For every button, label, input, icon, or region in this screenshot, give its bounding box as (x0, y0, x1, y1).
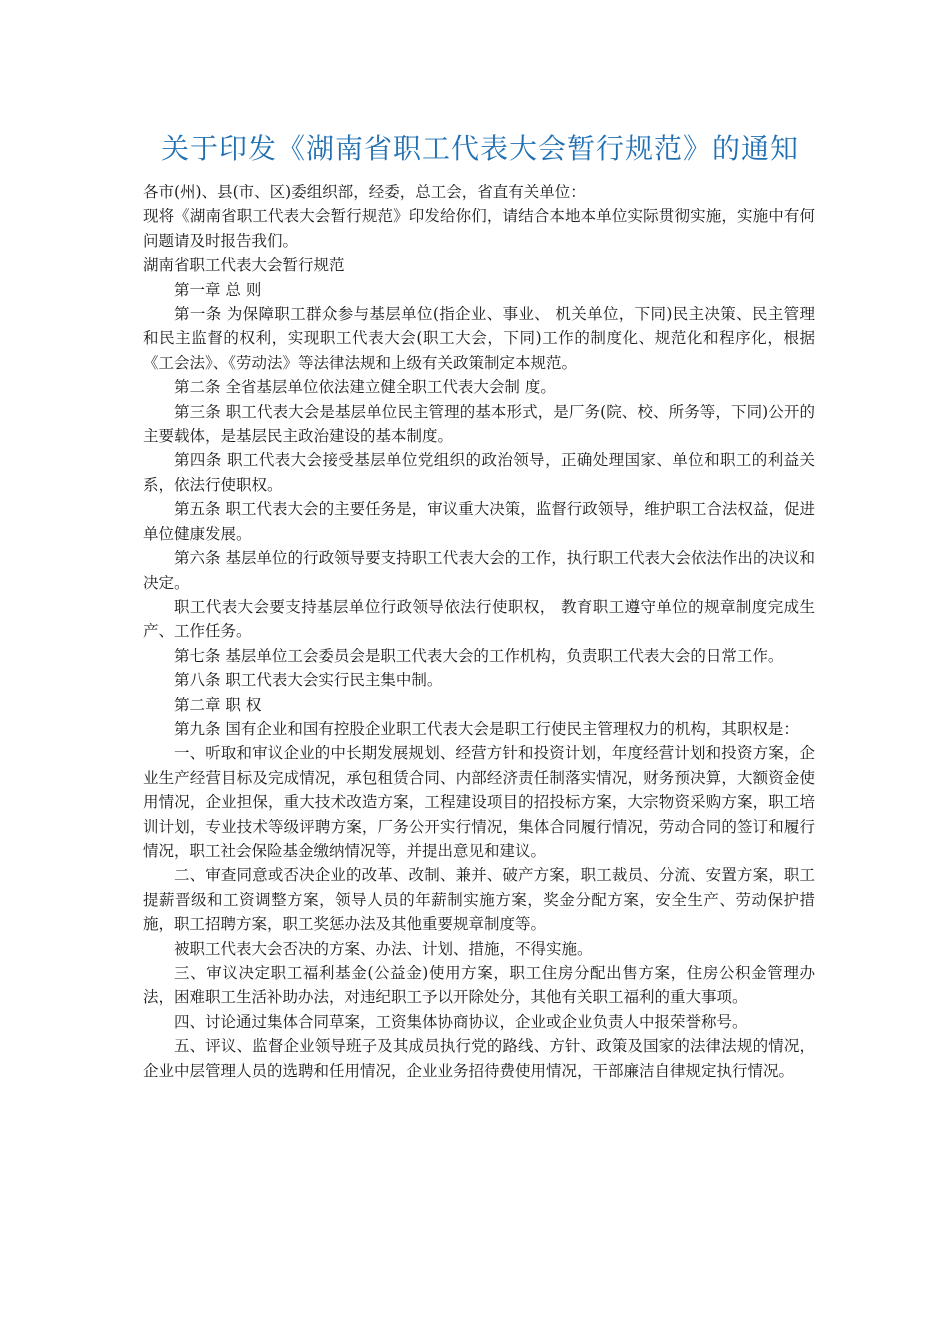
document-paragraph: 五、评议、监督企业领导班子及其成员执行党的路线、方针、政策及国家的法律法规的情况，企业中层管理人员的选聘和任用情况，企业业务招待费使用情况，干部廉洁自律规定执行情况。 (143, 1037, 815, 1080)
document-paragraph: 第六条 基层单位的行政领导要支持职工代表大会的工作，执行职工代表大会依法作出的决议和决定。 (143, 549, 815, 592)
document-paragraph: 四、讨论通过集体合同草案，工资集体协商协议，企业或企业负责人中报荣誉称号。 (174, 1012, 748, 1031)
document-paragraph: 第三条 职工代表大会是基层单位民主管理的基本形式，是厂务(院、校、所务等，下同)公开的主要载体，是基层民主政治建设的基本制度。 (143, 402, 815, 446)
document-paragraph: 各市(州)、县(市、区)委组织部，经委，总工会，省直有关单位： (143, 183, 586, 201)
document-paragraph: 一、听取和审议企业的中长期发展规划、经营方针和投资计划，年度经营计划和投资方案，企业生产经营目标及完成情况，承包租赁合同、内部经济责任制落实情况，财务预决算，大额资金使用情况，企业担保，重大技术改造方案，工程建设项目的招投标方案，大宗物资采购方案，职工培训计划，专业技术等级评聘方案，厂务公开实行情况，集体合同履行情况，劳动合同的签订和履行情况，职工社会保险基金缴纳情况等，并提出意见和建议。 (143, 744, 815, 860)
document-paragraph: 二、审查同意或否决企业的改革、改制、兼并、破产方案，职工裁员、分流、安置方案，职工提薪晋级和工资调整方案，领导人员的年薪制实施方案，奖金分配方案，安全生产、劳动保护措施，职工招聘方案，职工奖惩办法及其他重要规章制度等。 (143, 866, 815, 934)
document-paragraph: 第五条 职工代表大会的主要任务是，审议重大决策，监督行政领导，维护职工合法权益，促进单位健康发展。 (143, 500, 815, 543)
document-paragraph: 现将《湖南省职工代表大会暂行规范》印发给你们，请结合本地本单位实际贯彻实施，实施中有何问题请及时报告我们。 (143, 207, 815, 250)
document-paragraph: 三、审议决定职工福利基金(公益金)使用方案，职工住房分配出售方案，住房公积金管理办法，困难职工生活补助办法，对违纪职工予以开除处分，其他有关职工福利的重大事项。 (143, 964, 815, 1007)
document-body (143, 180, 815, 1083)
document-title: 关于印发《湖南省职工代表大会暂行规范》的通知 (160, 132, 799, 165)
document-paragraph: 湖南省职工代表大会暂行规范 (143, 256, 345, 275)
document-paragraph: 职工代表大会要支持基层单位行政领导依法行使职权， 教育职工遵守单位的规章制度完成生产、工作任务。 (143, 597, 815, 641)
document-paragraph: 第一条 为保障职工群众参与基层单位(指企业、事业、 机关单位，下同)民主决策、民主管理和民主监督的权利，实现职工代表大会(职工大会，下同)工作的制度化、规范化和程序化，根据《工会法》、《劳动法》等法律法规和上级有关政策制定本规范。 (143, 305, 815, 372)
document-paragraph: 第八条 职工代表大会实行民主集中制。 (174, 671, 443, 690)
document-paragraph: 第二条 全省基层单位依法建立健全职工代表大会制 度。 (174, 378, 556, 397)
document-paragraph: 第二章 职 权 (174, 695, 262, 714)
document-paragraph: 第一章 总 则 (174, 280, 262, 299)
document-paragraph: 第七条 基层单位工会委员会是职工代表大会的工作机构，负责职工代表大会的日常工作。 (174, 646, 784, 665)
document-page (143, 128, 815, 1083)
document-paragraph: 第四条 职工代表大会接受基层单位党组织的政治领导，正确处理国家、单位和职工的利益关系，依法行使职权。 (143, 451, 815, 494)
document-paragraph: 被职工代表大会否决的方案、办法、计划、措施，不得实施。 (174, 939, 593, 958)
document-paragraph: 第九条 国有企业和国有控股企业职工代表大会是职工行使民主管理权力的机构，其职权是： (174, 719, 799, 738)
